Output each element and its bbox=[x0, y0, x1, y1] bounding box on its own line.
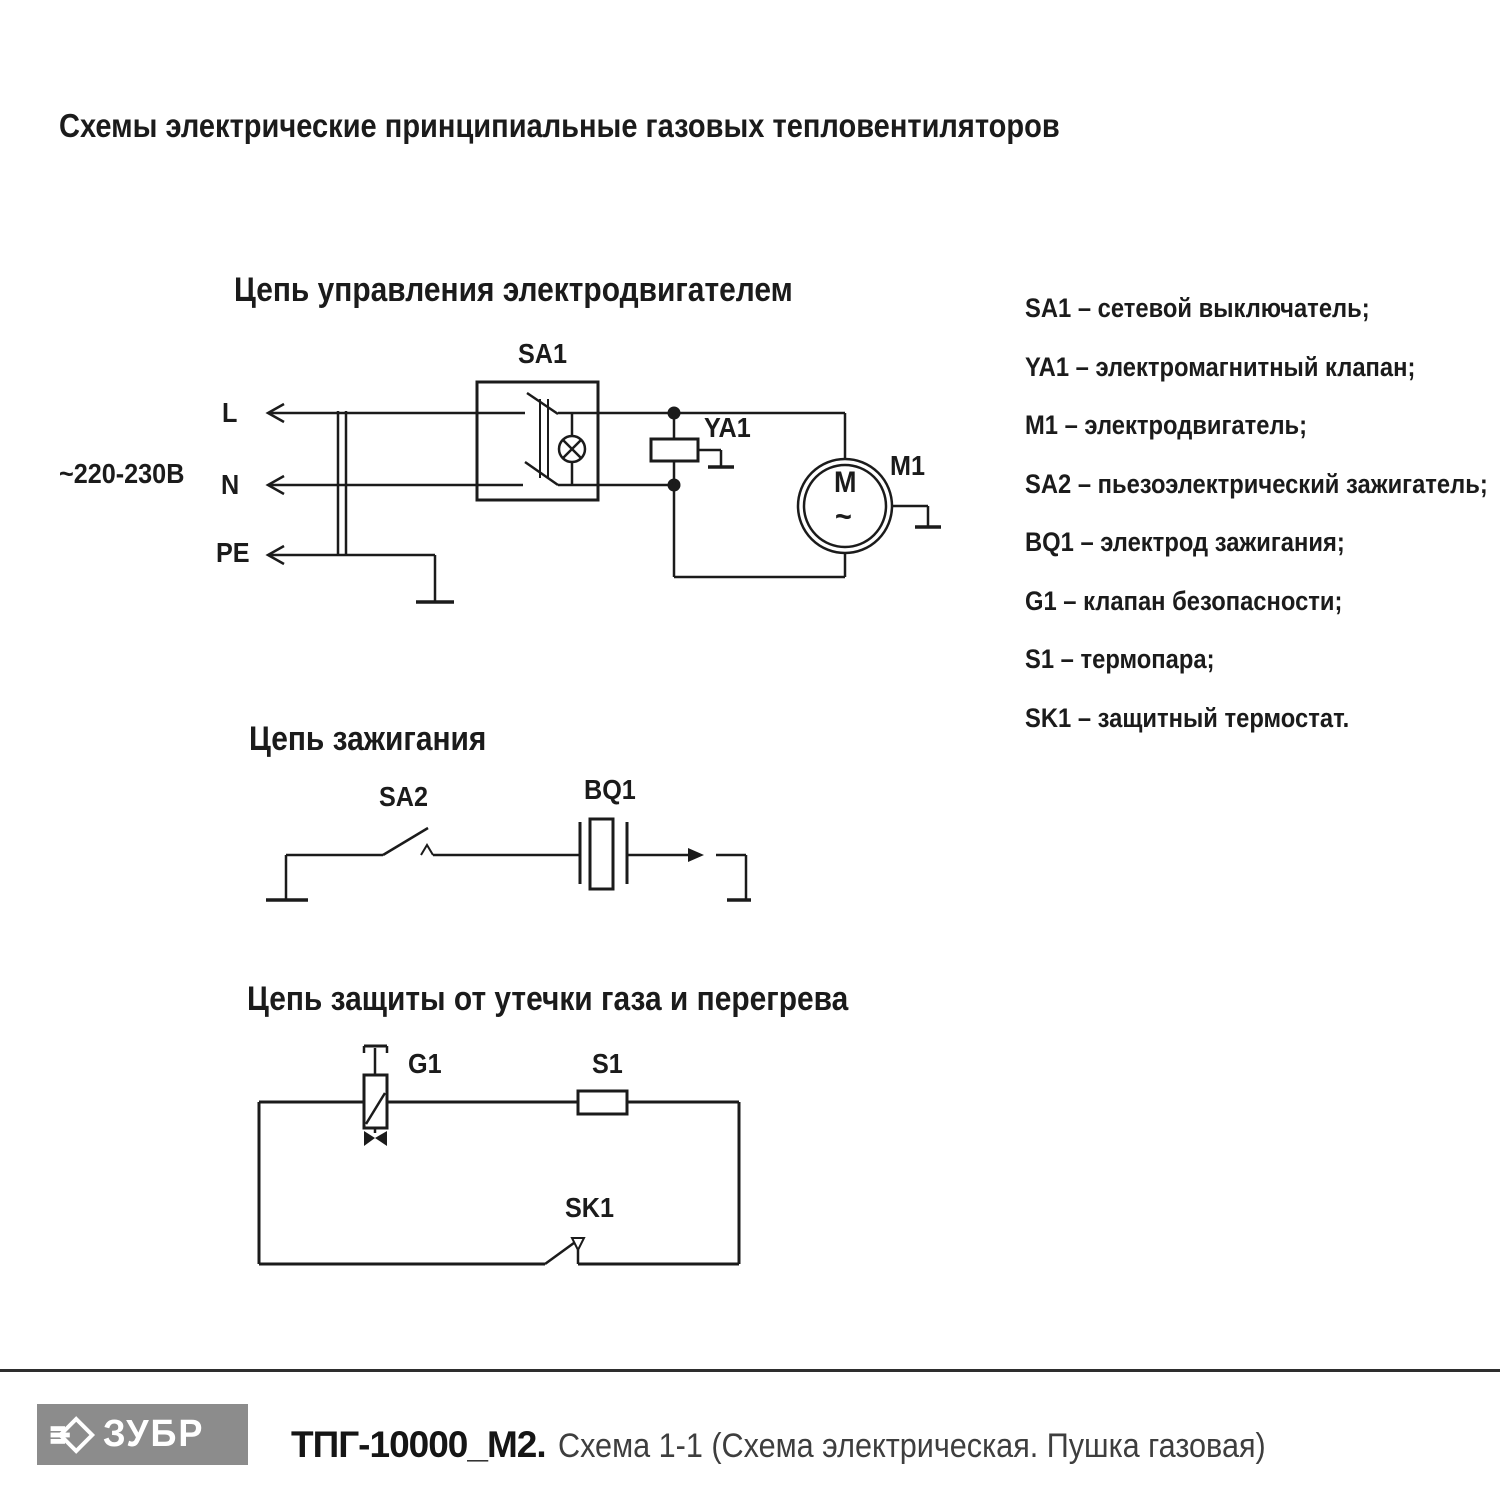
ignition-electrode-symbol bbox=[580, 819, 704, 889]
thermostat-switch-symbol bbox=[545, 1238, 584, 1264]
motor-circuit-title: Цепь управления электродвигателем bbox=[234, 271, 793, 309]
line-pe-label: PE bbox=[216, 537, 250, 568]
plug-connector-symbol bbox=[338, 411, 346, 556]
legend-item-s1: S1 – термопара; bbox=[1025, 644, 1215, 674]
bq1-label: BQ1 bbox=[584, 774, 636, 805]
m1-label: M1 bbox=[890, 450, 926, 481]
legend-item-ya1: YA1 – электромагнитный клапан; bbox=[1025, 351, 1416, 382]
legend-item-sa1: SA1 – сетевой выключатель; bbox=[1025, 293, 1370, 323]
voltage-label: ~220-230В bbox=[59, 458, 185, 489]
footer-caption-row bbox=[291, 1424, 1344, 1466]
scheme-caption: Схема 1-1 (Схема электрическая. Пушка газовая) bbox=[557, 1427, 1266, 1465]
legend-item-sa2: SA2 – пьезоэлектрический зажигатель; bbox=[1025, 468, 1488, 499]
motor-ac-tilde: ~ bbox=[835, 498, 852, 534]
g1-label: G1 bbox=[408, 1048, 442, 1079]
ignition-left-ground-symbol bbox=[266, 855, 383, 900]
power-switch-symbol bbox=[477, 382, 598, 500]
legend-item-g1: G1 – клапан безопасности; bbox=[1025, 585, 1343, 616]
power-input-arrows bbox=[268, 404, 525, 564]
spark-arrow bbox=[688, 848, 704, 862]
protection-circuit-title: Цепь защиты от утечки газа и перегрева bbox=[247, 980, 849, 1018]
pe-ground-symbol bbox=[416, 555, 454, 602]
sa2-label: SA2 bbox=[379, 781, 429, 812]
piezo-igniter-symbol bbox=[383, 828, 580, 855]
line-l-label: L bbox=[222, 397, 238, 428]
legend bbox=[1025, 293, 1500, 761]
page-title: Схемы электрические принципиальные газовых тепловентиляторов bbox=[59, 107, 1060, 144]
protection-loop-wires bbox=[259, 1102, 739, 1264]
zubr-logo-text: ЗУБР bbox=[103, 1413, 205, 1455]
zubr-logo-icon bbox=[49, 1411, 97, 1459]
zubr-logo bbox=[37, 1404, 248, 1465]
ignition-circuit-title: Цепь зажигания bbox=[249, 720, 487, 758]
sk1-label: SK1 bbox=[565, 1192, 615, 1223]
motor-feed-wires bbox=[558, 407, 845, 578]
model-number: ТПГ-10000_М2. bbox=[291, 1424, 546, 1465]
s1-label: S1 bbox=[592, 1048, 623, 1079]
thermocouple-symbol bbox=[578, 1091, 627, 1114]
ignition-right-ground-symbol bbox=[716, 855, 751, 900]
sa1-label: SA1 bbox=[518, 338, 568, 369]
ignition-circuit bbox=[266, 819, 751, 900]
footer-separator bbox=[0, 1369, 1500, 1372]
line-n-label: N bbox=[221, 469, 240, 500]
ya1-label: YA1 bbox=[704, 412, 751, 443]
motor-m-letter: M bbox=[834, 466, 857, 499]
protection-circuit bbox=[259, 1046, 739, 1264]
legend-item-sk1: SK1 – защитный термостат. bbox=[1025, 702, 1350, 733]
legend-item-m1: M1 – электродвигатель; bbox=[1025, 410, 1308, 440]
safety-valve-symbol bbox=[364, 1046, 387, 1146]
legend-item-bq1: BQ1 – электрод зажигания; bbox=[1025, 527, 1345, 557]
